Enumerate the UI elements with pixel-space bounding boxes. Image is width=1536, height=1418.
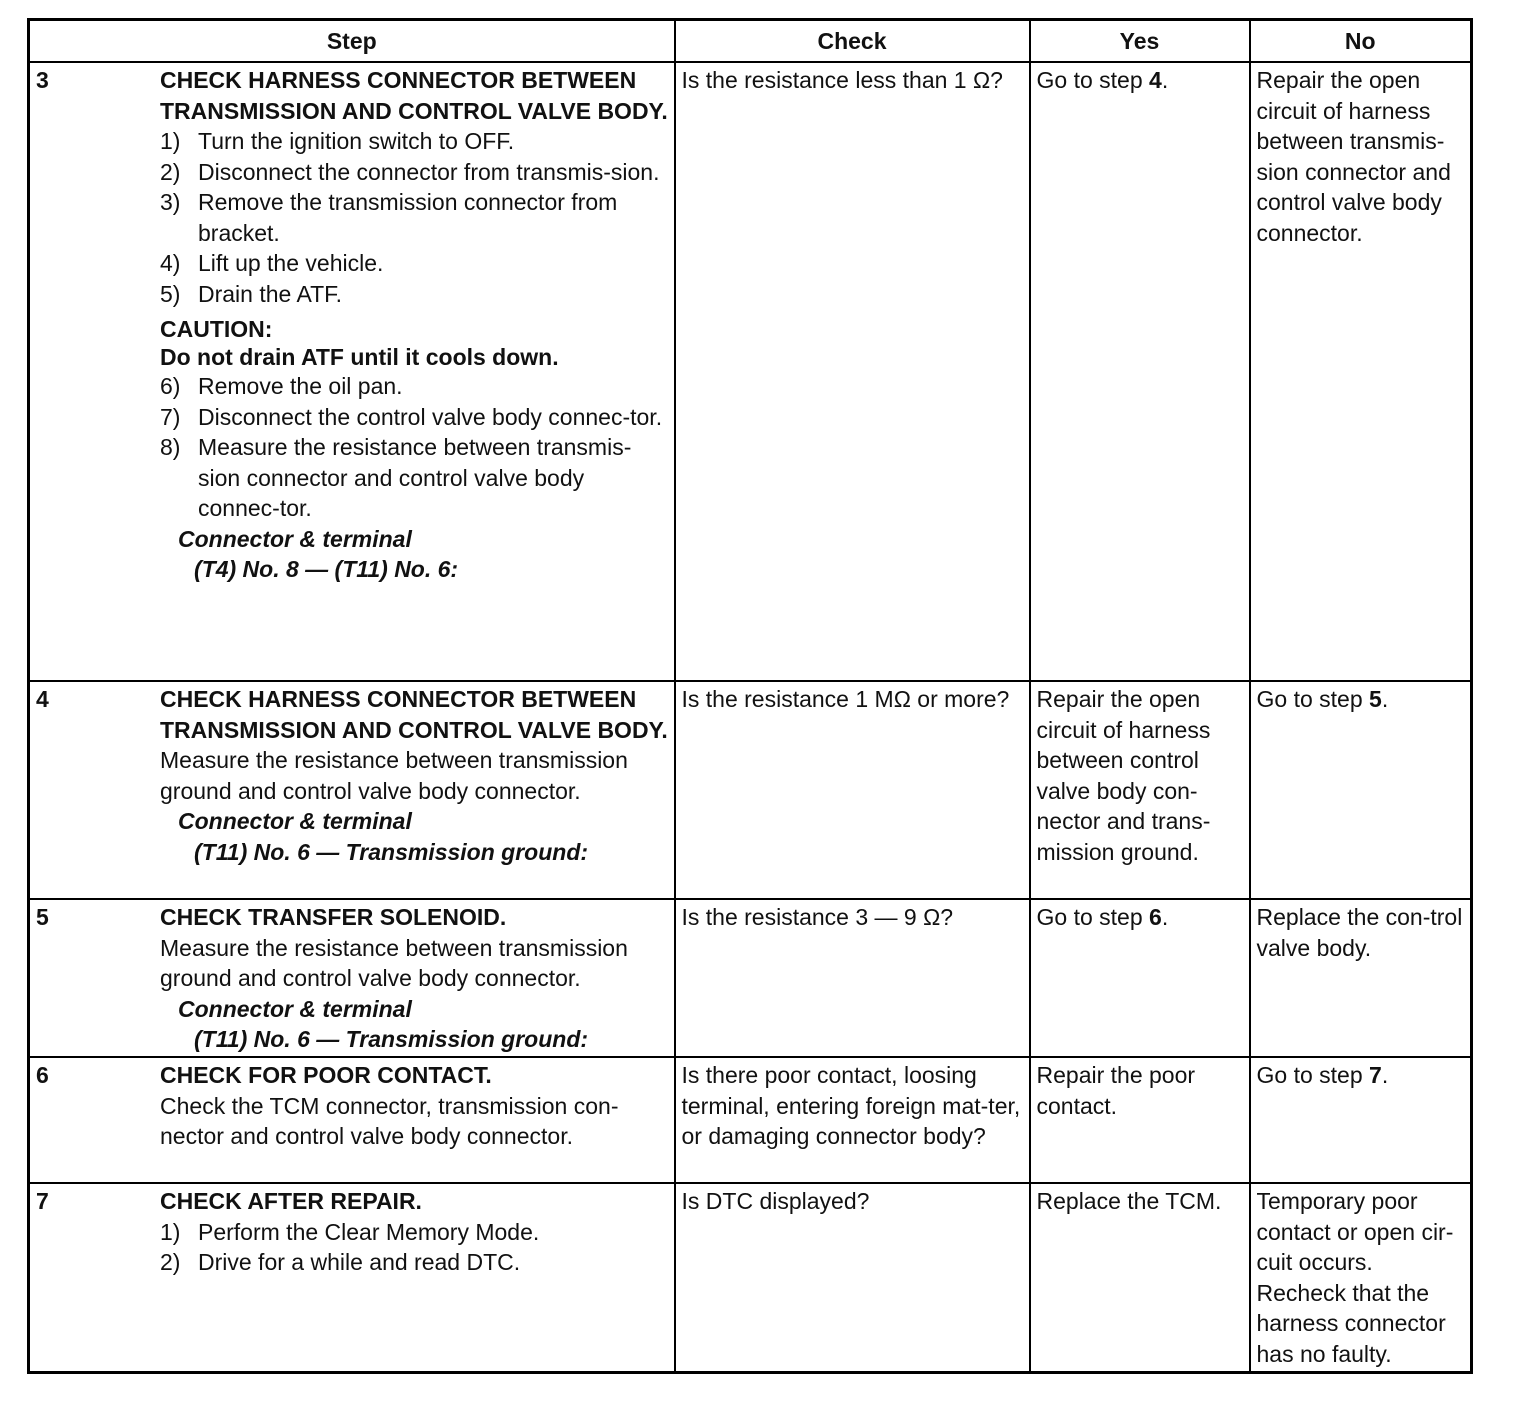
step-cell [29,681,675,899]
yes-cell: Repair the poor contact. [1030,1057,1250,1183]
step-number: 5 [36,904,49,930]
check-cell: Is the resistance 1 MΩ or more? [675,681,1030,899]
header-check: Check [675,20,1030,63]
step-title: CHECK HARNESS CONNECTOR BETWEEN TRANSMISSION AND CONTROL VALVE BODY. [160,67,668,124]
caution-label: CAUTION: [160,316,273,342]
action-item: 3) Remove the transmission connector from bracket. [160,189,618,246]
check-cell: Is there poor contact, loosing terminal, entering foreign mat-ter, or damaging connector body? [675,1057,1030,1183]
action-item: 2) Disconnect the connector from transmis-sion. [160,158,660,185]
step-description: Check the TCM connector, transmission con-nector and control valve body connector. [160,1092,619,1149]
step-number: 3 [36,67,49,93]
yes-cell: Replace the TCM. [1030,1183,1250,1373]
step-cell [29,1057,675,1183]
no-step-ref: 7 [1369,1062,1382,1088]
step-description: Measure the resistance between transmission ground and control valve body connector. [160,934,628,991]
connector-label: Connector & terminal [178,995,412,1022]
yes-cell: Repair the open circuit of harness between control valve body con-nector and trans-mission ground. [1030,681,1250,899]
step-number: 6 [36,1062,49,1088]
action-item: 2) Drive for a while and read DTC. [160,1249,521,1275]
step-title: CHECK HARNESS CONNECTOR BETWEEN TRANSMISSION AND CONTROL VALVE BODY. [160,686,668,743]
no-cell: Temporary poor contact or open cir-cuit occurs. Recheck that the harness connector has no faulty. [1250,1183,1472,1373]
step-title: CHECK TRANSFER SOLENOID. [160,904,507,930]
connector-value: (T11) No. 6 — Transmission ground: [194,1026,589,1052]
check-cell: Is the resistance 3 — 9 Ω? [675,899,1030,1057]
step-number: 7 [36,1188,49,1214]
yes-cell: Go to step 4. [1030,62,1250,681]
diagnostic-table [27,18,1473,1374]
step-title: CHECK FOR POOR CONTACT. [160,1062,492,1088]
table-row [29,1057,1472,1183]
step-cell [29,899,675,1057]
connector-value: (T11) No. 6 — Transmission ground: [194,838,589,865]
action-item: 5) Drain the ATF. [160,280,343,307]
check-cell: Is the resistance less than 1 Ω? [675,62,1030,681]
step-cell [29,62,675,681]
no-cell: Go to step 7. [1250,1057,1472,1183]
yes-step-ref: 4 [1149,67,1162,93]
yes-cell: Go to step 6. [1030,899,1250,1057]
no-cell: Replace the con-trol valve body. [1250,899,1472,1057]
connector-label: Connector & terminal [178,808,412,834]
connector-label: Connector & terminal [178,525,412,552]
table-header-row [29,20,1472,63]
connector-value: (T4) No. 8 — (T11) No. 6: [194,556,459,582]
no-step-ref: 5 [1369,686,1382,712]
no-cell: Go to step 5. [1250,681,1472,899]
table-row [29,681,1472,899]
step-title: CHECK AFTER REPAIR. [160,1188,422,1214]
caution-text: Do not drain ATF until it cools down. [160,344,559,370]
action-item: 4) Lift up the vehicle. [160,250,384,276]
step-description: Measure the resistance between transmission ground and control valve body connector. [160,747,628,804]
action-item: 7) Disconnect the control valve body connec-tor. [160,403,663,430]
header-step: Step [29,20,675,63]
action-item: 1) Perform the Clear Memory Mode. [160,1218,540,1245]
step-cell [29,1183,675,1373]
action-item: 8) Measure the resistance between transmis-sion connector and control valve body connec-tor. [160,434,632,521]
header-no: No [1250,20,1472,63]
table-row [29,899,1472,1057]
table-row [29,1183,1472,1373]
step-number: 4 [36,686,49,712]
header-yes: Yes [1030,20,1250,63]
action-item: 1) Turn the ignition switch to OFF. [160,128,515,154]
no-cell: Repair the open circuit of harness between transmis-sion connector and control valve body connector. [1250,62,1472,681]
yes-step-ref: 6 [1149,904,1162,930]
check-cell: Is DTC displayed? [675,1183,1030,1373]
table-row [29,62,1472,681]
action-item: 6) Remove the oil pan. [160,373,403,399]
